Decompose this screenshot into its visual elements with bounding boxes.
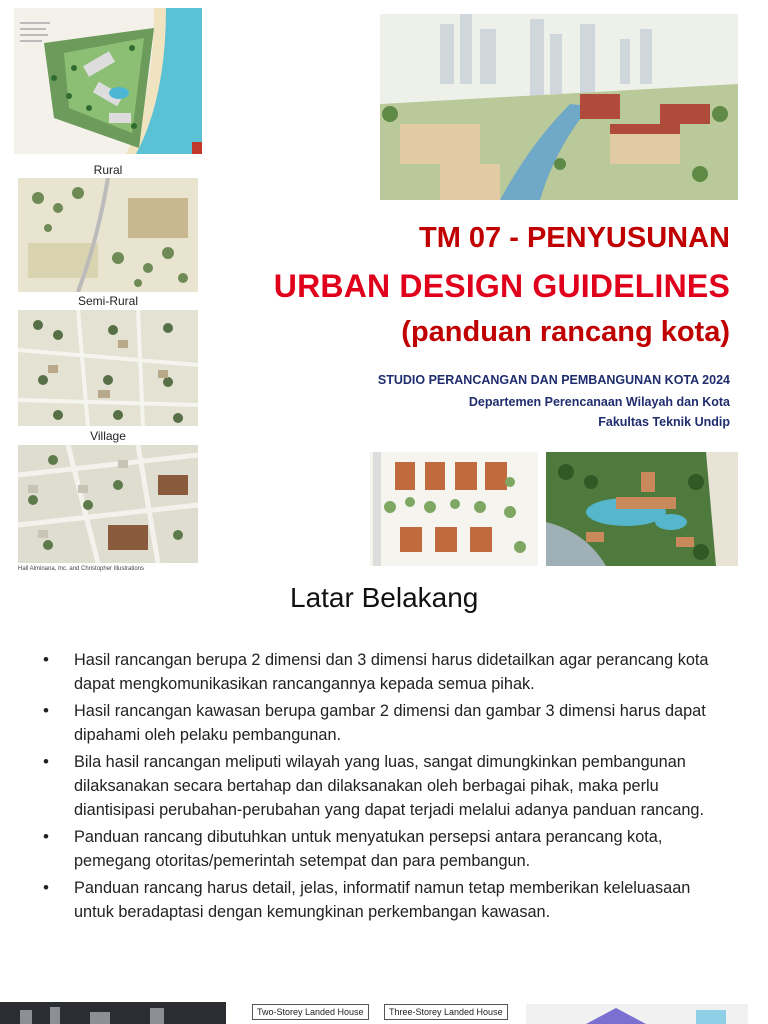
rural-sketch-image [18,178,198,292]
section-heading: Latar Belakang [290,582,479,613]
village-sketch-image [18,445,198,563]
panel-label-village: Village [90,429,126,443]
panel-label-rural: Rural [93,163,123,177]
semi-rural-sketch-image [18,310,198,426]
title-line-3: (panduan rancang kota) [401,316,730,348]
subtitle-department: Departemen Perencanaan Wilayah dan Kota [468,395,730,409]
title-line-1: TM 07 - PENYUSUNAN [419,222,730,254]
image-credit: Hall Alminana, Inc. and Christopher Illustrations [18,566,145,572]
bottom-right-image [526,1004,748,1024]
bullet-item: • Panduan rancang dibutuhkan untuk menyatukan persepsi antara perancang kota, pemegang otoritas/pemerintah setempat dan para pembangun. [28,825,728,873]
panel-label-semi-rural: Semi-Rural [77,294,138,308]
city-waterfront-perspective-image [380,14,738,200]
bullet-item: • Hasil rancangan berupa 2 dimensi dan 3 dimensi harus didetailkan agar perancang kota dapat mengkomunikasikan rancangannya kepada semua pihak. [28,648,728,696]
bullet-item: • Panduan rancang harus detail, jelas, informatif namun tetap memberikan keleluasaan untuk beradaptasi dengan kemungkinan perkembangan kawasan. [28,876,728,924]
site-plan-beach-image [14,8,202,154]
bullet-list [28,648,728,927]
bullet-item: • Hasil rancangan kawasan berupa gambar 2 dimensi dan gambar 3 dimensi harus dapat dipahami oleh pelaku pembangunan. [28,699,728,747]
subtitle-studio: STUDIO PERANCANGAN DAN PEMBANGUNAN KOTA 2024 [377,373,730,387]
subtitle-faculty: Fakultas Teknik Undip [598,415,730,429]
bullet-item: • Bila hasil rancangan meliputi wilayah yang luas, sangat dimungkinkan pembangunan dilaksanakan secara bertahap dan dilaksanakan oleh berbagai pihak, maka perlu diantisipasi perubahan-perubahan yang dapat terjadi melalui adanya panduan rancang. [28,750,728,822]
resort-site-plan-image [546,452,738,566]
title-line-2: URBAN DESIGN GUIDELINES [273,268,730,304]
bottom-city-image [0,1002,226,1024]
tag-three-storey-house: Three-Storey Landed House [384,1004,508,1020]
tag-two-storey-house: Two-Storey Landed House [252,1004,369,1020]
block-site-plan-image [370,452,538,566]
